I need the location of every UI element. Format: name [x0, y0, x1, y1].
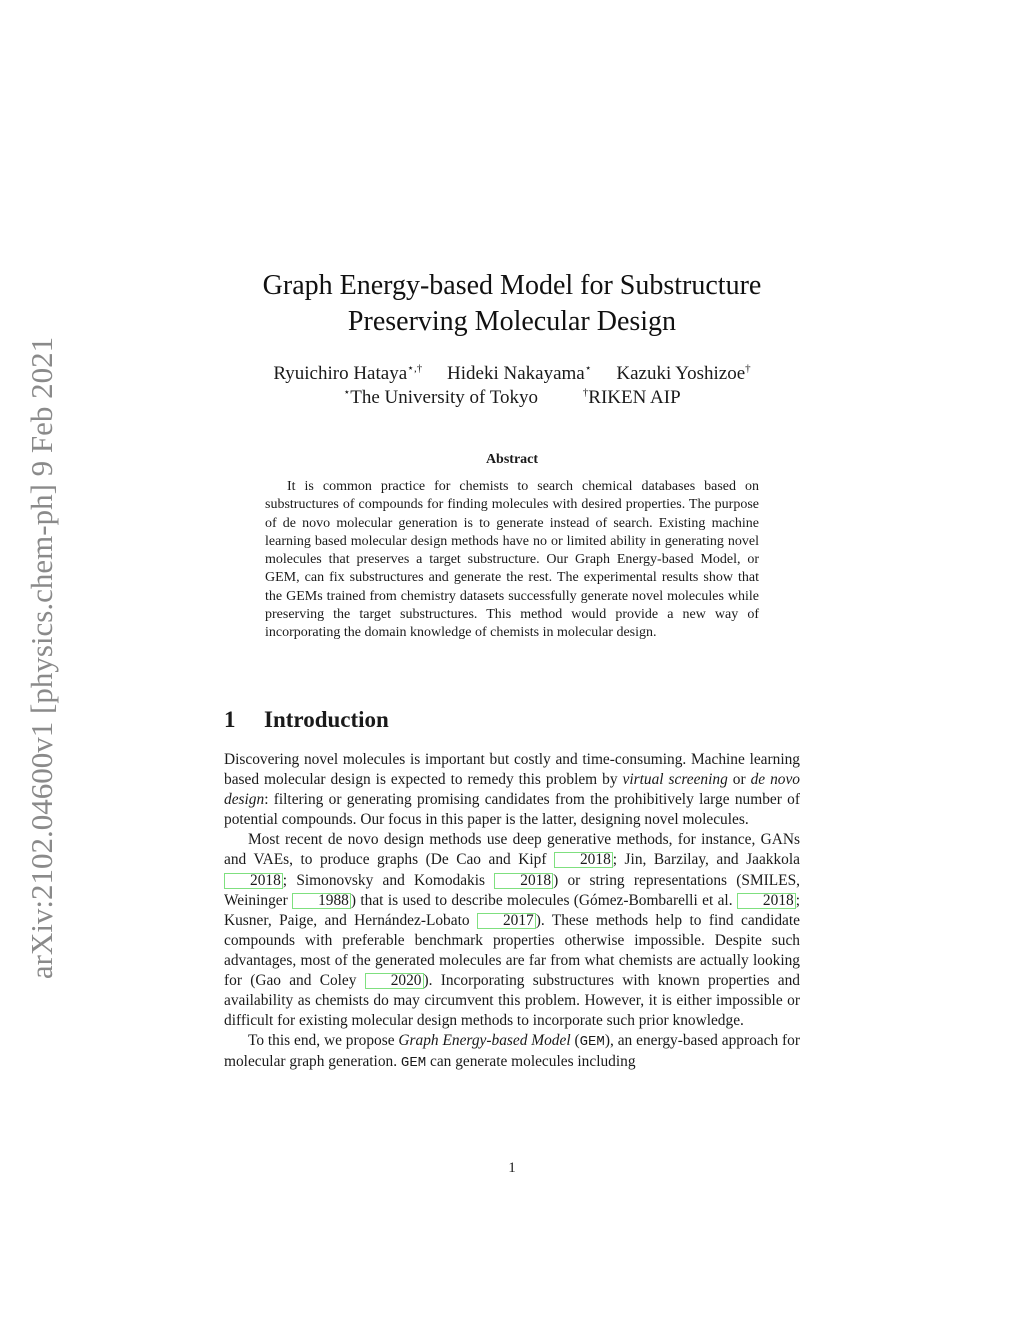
paragraph: Discovering novel molecules is important but costly and time-consuming. Machine learning based molecular design is expected to remedy this problem by virtual screening or de novo design: filtering or generating promising candidates from the prohibitively large number of potential compounds. Our focus in this paper is the latter, designing novel molecules.	[224, 751, 800, 829]
affiliation: †RIKEN AIP	[582, 386, 681, 408]
body-text	[224, 750, 800, 1074]
abstract-text: It is common practice for chemists to search chemical databases based on substructures of compounds for finding molecules with desired properties. The purpose of de novo molecular generation is to generate instead of search. Existing machine learning based molecular design methods have no or limited ability in generating novel molecules that preserves a target substructure. Our Graph Energy-based Model, or GEM, can fix substructures and generate the rest. The experimental results show that the GEMs trained from chemistry datasets successfully generate novel molecules while preserving the target substructures. This method would provide a new way of incorporating the domain knowledge of chemists in molecular design.	[265, 479, 759, 641]
page-number: 1	[508, 1160, 516, 1176]
citation-link[interactable]: 2018	[224, 873, 283, 889]
title-line-1: Graph Energy-based Model for Substructure	[262, 270, 762, 301]
author-list	[200, 362, 824, 386]
citation-link[interactable]: 2018	[737, 893, 796, 909]
citation-link[interactable]: 1988	[292, 893, 351, 909]
citation-link[interactable]: 2018	[554, 852, 613, 868]
arxiv-identifier: arXiv:2102.04600v1 [physics.chem-ph] 9 Feb 2021	[24, 336, 59, 980]
section-title: Introduction	[264, 707, 389, 732]
citation-link[interactable]: 2017	[477, 913, 536, 929]
paper-title	[200, 268, 824, 340]
citation-link[interactable]: 2018	[494, 873, 553, 889]
affiliation-list	[200, 386, 824, 410]
section-number: 1	[224, 707, 236, 732]
paragraph: Most recent de novo design methods use deep generative methods, for instance, GANs and VAEs, to produce graphs (De Cao and Kipf 2018 ; Jin, Barzilay, and Jaakkola 2018 ; Simonovsky and Komodakis 2018 ) or string representations (SMILES, Weininger 1988 ) that is used to describe molecules (Gómez-Bombarelli et al. 2018 ; Kusner, Paige, and Hernández-Lobato 2017 ). These methods help to find candidate compounds with preferable benchmark properties otherwise impossible. Despite such advantages, most of the generated molecules are far from what chemists are actually looking for (Gao and Coley 2020 ). Incorporating substructures with known properties and availability as chemists do may circumvent this problem. However, it is either impossible or difficult for existing molecular design methods to incorporate such prior knowledge.	[224, 831, 800, 1030]
citation-link[interactable]: 2020	[365, 973, 424, 989]
author: Ryuichiro Hataya⋆,†	[273, 362, 423, 384]
paragraph: To this end, we propose Graph Energy-based Model (GEM), an energy-based approach for molecular graph generation. GEM can generate molecules including	[224, 1032, 800, 1072]
author: Hideki Nakayama⋆	[447, 362, 592, 384]
section-heading	[224, 707, 804, 733]
affiliation: ⋆The University of Tokyo	[343, 386, 539, 408]
title-line-2: Preserving Molecular Design	[347, 306, 677, 337]
author: Kazuki Yoshizoe†	[616, 362, 751, 384]
abstract-heading: Abstract	[485, 452, 539, 467]
